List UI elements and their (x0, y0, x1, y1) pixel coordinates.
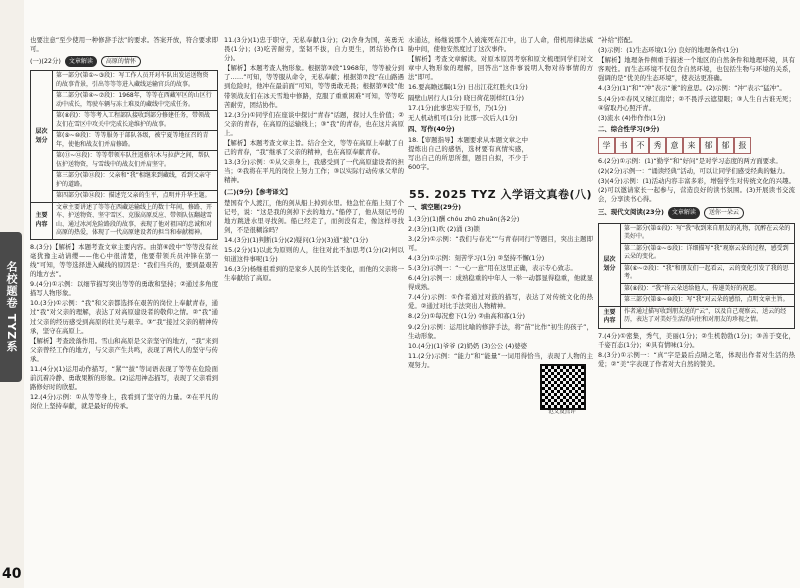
structure-row: 第四部分(第⑭段)：描述完父亲的生平，点明并升华主题。 (56, 192, 211, 200)
column-1 (30, 36, 218, 584)
main-content-row (31, 202, 217, 239)
article-title-badge: 送你一朵云 (704, 207, 744, 218)
answer-3-detail: 【解析】地理条件侧重于描述一个地区的自然条件和地理环境，具有客观性。而生态环境不仅包含自然环境，也包括生物与环境的关系，强调的是“优美的生态环境”，使表达更准确。 (598, 56, 795, 83)
answer-17b: 无人机动机可(1分) 比那一次后人(1分) (408, 113, 518, 122)
answer-9: 9.(4分)①示例：以细节描写突出等等的勇敢和坚持；②通过多角度描写人物形象。 (30, 280, 218, 298)
answer-16-detail: 【解析】考查文章解读。对原本原因考察和原文梳理同学们对文章中人物形象的理解，回答出“这件事说明人物对待事情的方法”即可。 (408, 55, 593, 82)
answer-6: 6.(2分)①示例：(1)“勤学”和“好问”是对学习态度的两方面要求。 (598, 156, 782, 165)
reading-section: 三、现代文阅读(23分) (598, 208, 664, 217)
answer-14: 14.(3分)(1)判断(1分)(2)疑问(1分)(3)通“披”(1分) (224, 235, 369, 244)
answer-4: 5.(3分)示例一：“一心一意”用在这里正确，表示专心致志。 (408, 263, 577, 272)
reading-section-header (598, 206, 795, 219)
structure-row: 第(⑪~⑫段)：等等带领车队往返格尔木与拉萨之间，帮队伍护送物资，与雪线中的战友们并肩坚守。 (53, 151, 217, 171)
grid-char: 意 (666, 137, 683, 154)
intro-paragraph: 水通达，杨继说那个人被淹死在江中，出了人命，借机用律法威胁中间，使他安然度过了这次事件。 (408, 36, 593, 54)
grid-char: 郁 (717, 137, 734, 154)
structure-row: 第(⑨~⑩段)：等等服务于部队各级，被宁夏等地征召的青年，使他和战友们并肩修路。 (53, 131, 217, 151)
answer-11: 11.(3分)(1)忠于职守，无私奉献(1分)；(2)舍身为国，英勇无畏(1分)；(3)吃苦耐劳，坚韧不拔，自力更生，团结协作(1分)。 (224, 36, 404, 63)
answer-10: 11.(2分)示例：“能力”和“能量”一词用得恰当，表现了人物的主观努力。 (408, 351, 593, 369)
grid-char: 郁 (700, 137, 717, 154)
structure-table (598, 223, 795, 329)
structure-row: 第三部分(第⑬段)：父亲和“我”相继来到藏线，看到父亲守护的道路。 (53, 171, 217, 191)
answer-17: 17.(1分)此事忠实于原书，乃(1分) (408, 103, 507, 112)
qr-code-icon (540, 364, 586, 410)
answer-4: 4.(3分)(1)“和”“冲”表示“兼”的意思。(2)示例：“冲”表示“猛冲”。 (598, 84, 786, 93)
answer-12-detail: 【解析】本题考查文章主旨。结合全文，等等在高原上奉献了自己的青春，“我”继承了父亲的精神，也在高原奉献青春。 (224, 139, 404, 157)
intro-paragraph: 也要注意“至少使用一种修辞手法”的要求。答案开放，符合要求即可。 (30, 36, 218, 54)
structure-row: 第(⑧段)：“我”将云朵送给他人，传递美好的祝愿。 (621, 284, 794, 296)
grid-char: 来 (683, 137, 700, 154)
main-content-row (599, 306, 794, 328)
article-badge: 文章解读 (668, 207, 700, 218)
main-content-label: 主要内容 (31, 203, 53, 239)
answer-1: 1.(3分)(1)酬 chóu zhǔ zhuǎn(各2分) (408, 214, 520, 223)
answer-6: 7.(4分)示例：①作者通过对鼓的描写，表达了对传统文化的热爱。②通过对比手法突出人物精神。 (408, 293, 593, 311)
answer-12: 12.(3分)①同学们在座谈中探讨“青春”话题，探讨人生价值；②父亲的青春，在高原的运输线上；③“我”的青春，也在这片高原上。 (224, 110, 404, 137)
sidebar (0, 0, 24, 588)
grid-char: 报 (734, 137, 751, 154)
series-tab-label: 名校题卷 TYZ系 (5, 261, 18, 353)
answer-8: 9.(2分)示例：运用比喻的修辞手法，将“苗”比作“初生的孩子”，生动形象。 (408, 322, 593, 340)
structure-cells (621, 224, 794, 306)
structure-row: 第三部分(第⑨~⑩段)：写“我”对云朵的感悟，点明文章主旨。 (624, 296, 789, 303)
grid-char: 不 (632, 137, 649, 154)
structure-row: 第一部分(第①~③段)：写工作人员开对车队出发运送物资的故事背景，引出等等等进入藏线运输官兵的故事。 (53, 71, 217, 91)
structure-row: 第二部分(第②~⑤段)：详细描写“我”观察云朵的过程，感受到云朵的变化。 (621, 244, 794, 264)
intro-paragraph: “补给”搭配。 (598, 36, 637, 44)
structure-label: 层次划分 (599, 224, 621, 306)
answer-16: 16.(3分)杨继祖看到的是家乡人民的生活变化，而他的父亲将一生奉献给了高原。 (224, 265, 404, 283)
series-tab (0, 232, 22, 382)
answer-10: 10.(3分)①示例：“我”和父亲都选择在艰苦的岗位上奉献青春，通过“我”对父亲的理解，表达了对高原建设者的敬仰之情。②“我”通过父亲的经历感受到高原的壮美与艰辛。③“我”接过父亲的精神传承，坚守在高原上。 (30, 299, 218, 335)
grid-char: 学 (598, 137, 615, 154)
translation-header: (二)(9分)【参考译文】 (224, 187, 292, 196)
answer-1b: 2.(3分)(1)吹 (2)涌 (3)锁 (408, 224, 480, 233)
fill-section: 一、填空题(29分) (408, 203, 462, 212)
answer-analysis: 【解析】考查段落作用。雪山和高原是父亲坚守的地方，“我”来到父亲曾经工作的地方，与父亲产生共鸣，表现了两代人的坚守与传承。 (30, 336, 218, 363)
answer-7: 7.(4分)①密集，秀气，美丽(1分)；②生机勃勃(1分)；③善于变化，千姿百态(1分)；④具有情味(1分)。 (598, 331, 795, 349)
answer-2: 3.(2分)①示例：“我们与春光”“与青春同行”等题目，突出主题即可。 (408, 234, 593, 252)
section-header (30, 56, 218, 67)
column-4 (598, 36, 795, 584)
main-content-text: 文章主要讲述了等等在西藏运输线上的数十年间，修路、开车、护送物资、坚守雪区、克服高原反应、带领队伍翻越雪山、通过冰河危险路段的故事，表现了他对祖国的忠诚和对高原的热爱，体现了一代高原建设者的担当和奉献精神。 (56, 203, 213, 237)
answer-8: 8.(3分)【解析】本题考查文章主要内容。由第⑥段中“等等没有丝毫犹豫主动请缨——他心中很清楚，他要带领兵员冲锋在第一线”可知，等等选择进入藏线的原因是：“我们当兵的，要到最艰苦的地方去”。 (30, 242, 218, 279)
answer-3: 4.(3分)①示例：刻苦学习(1分) ②坚持不懈(1分) (408, 253, 545, 262)
answer-18: 18.【审题指导】本题要求从本题文章之中提炼出自己的感悟，选材要有真情实感，写出自己的所思所想，题目自拟，不少于600字。 (408, 135, 528, 172)
article-title-badge: 高原的情怀 (101, 56, 141, 67)
answer-9: 10.(4分)(1)爷爷 (2)奶奶 (3)公公 (4)婆婆 (408, 341, 528, 350)
answer-6c: (3)(4分)示例：(1)活动内容丰富多彩，增强学生对传统文化的兴趣。(2)可以邀请家长一起参与，营造良好的读书氛围。(3)开展读书交流会，分享读书心得。 (598, 177, 795, 204)
answer-12: 12.(4分)示例：①从等等身上，我看到了坚守的力量。②在平凡的岗位上坚持奉献，就是最好的传承。 (30, 393, 218, 411)
structure-label: 层次划分 (31, 71, 53, 202)
exam-title: 55. 2025 TYZ 入学语文真卷(八) (408, 188, 593, 202)
answer-5b: (3)流水 (4)作作作(1分) (598, 113, 666, 122)
answer-11-detail: 【解析】本题考查人物形象。根据第③段“1968年，等等被分到了……”可知，等等服从命令，无私奉献；根据第⑦段“在山路遇到危险时，他冲在最前面”可知，等等勇敢无畏；根据第⑨段“他带领战友们在冰天雪地中修路，克服了重重困难”可知，等等吃苦耐劳，团结协作。 (224, 64, 404, 109)
character-grid (598, 137, 795, 154)
structure-row: 第(⑥~⑦段)：“我”和朋友们一起看云，云的变化引发了我的思考。 (621, 264, 794, 284)
structure-row: 第(⑧段)：等等考入工程部队接收到部分修建任务，带领战友们在雪区中攻关中完成长途维护的故事。 (53, 111, 217, 131)
column-3 (408, 36, 593, 584)
column-2 (224, 36, 404, 584)
answer-13: 13.(3分)示例：①从父亲身上，我感受到了一代高原建设者的担当；②我将在平凡的岗位上努力工作；③以实际行动传承父辈的精神。 (224, 158, 404, 185)
structure-row: 第一部分(第①段)：写“我”收到来自朋友的礼物，沉醉在云朵的美好中。 (621, 224, 794, 244)
main-content-label: 主要内容 (599, 307, 621, 328)
qr-caption: 范文及点评 (548, 409, 576, 415)
section-label: (一)(22分) (30, 57, 61, 66)
grid-char: 秀 (649, 137, 666, 154)
writing-section: 四、写作(40分) (408, 124, 455, 133)
answer-5: 6.(4分)示例一：成熟稳重的中年人 一举一动都显得稳重，他就显得成熟。 (408, 274, 593, 292)
answer-5: 5.(4分)①春风又绿江南岸；②不畏浮云遮望眼；③人生自古谁无死；④留取丹心照汗青。 (598, 94, 795, 112)
answer-11: 11.(4分)(1)运用动作描写，“紧”“拔”等词语表现了等等在危险面前沉着冷静、勇敢果断的形象。(2)运用神态描写，表现了父亲看到路修好时的欣慰。 (30, 365, 218, 392)
answer-15: 15.(2分)(1)以此为原则的人，往往对此不加思考(1分)(2)何以知道这件事呢(1分) (224, 246, 404, 264)
main-content-text: 作者通过描写收到朋友送的“云”，以及自己观察云、送云的经历，表达了对美好生活的向往和对朋友的珍视之情。 (624, 307, 787, 323)
structure-table (30, 70, 218, 240)
comprehensive-section: 二、综合性学习(9分) (598, 124, 660, 133)
structure-cells (53, 71, 217, 202)
answer-16: 16.要高瞻远瞩(1分) 日出江花红胜火(1分) (408, 83, 528, 92)
article-badge: 文章解读 (65, 56, 97, 67)
answer-3: (3)示例：(1)生态环境(1分) 良好的地理条件(1分) (598, 46, 739, 55)
answer-6b: (2)(2分)示例一：“诵读经典”活动，可以让同学们感受经典的魅力。 (598, 167, 789, 176)
structure-row: 第二部分(第④~⑦段)：1968年，等等在西藏军区的山区行动中成长，驾驶车辆与冻土难及的藏线中完成任务。 (53, 91, 217, 111)
page-number: 40 (2, 566, 22, 582)
answer-8: 8.(3分)①示例一：“真”字是最后点睛之笔，体现出作者对生活的热爱；②“美”字表现了作者对大自然的赞美。 (598, 350, 795, 368)
grid-char: 书 (615, 137, 632, 154)
answer-16b: 隔壁山居行人(1分) 晓日荷花别样红(1分) (408, 93, 524, 102)
answer-7: 8.(2分)①每况愈下(1分) ②曲高和寡(1分) (408, 312, 526, 321)
translation-text: 楚国有个人渡江，他的剑从船上掉到水里。他急忙在船上刻了个记号，说：“这是我的剑掉下去的地方。”船停了，他从刻记号的地方跳进水里寻找剑。船已经走了，而剑没有走，像这样寻找剑，不是很糊涂吗？ (224, 198, 404, 234)
